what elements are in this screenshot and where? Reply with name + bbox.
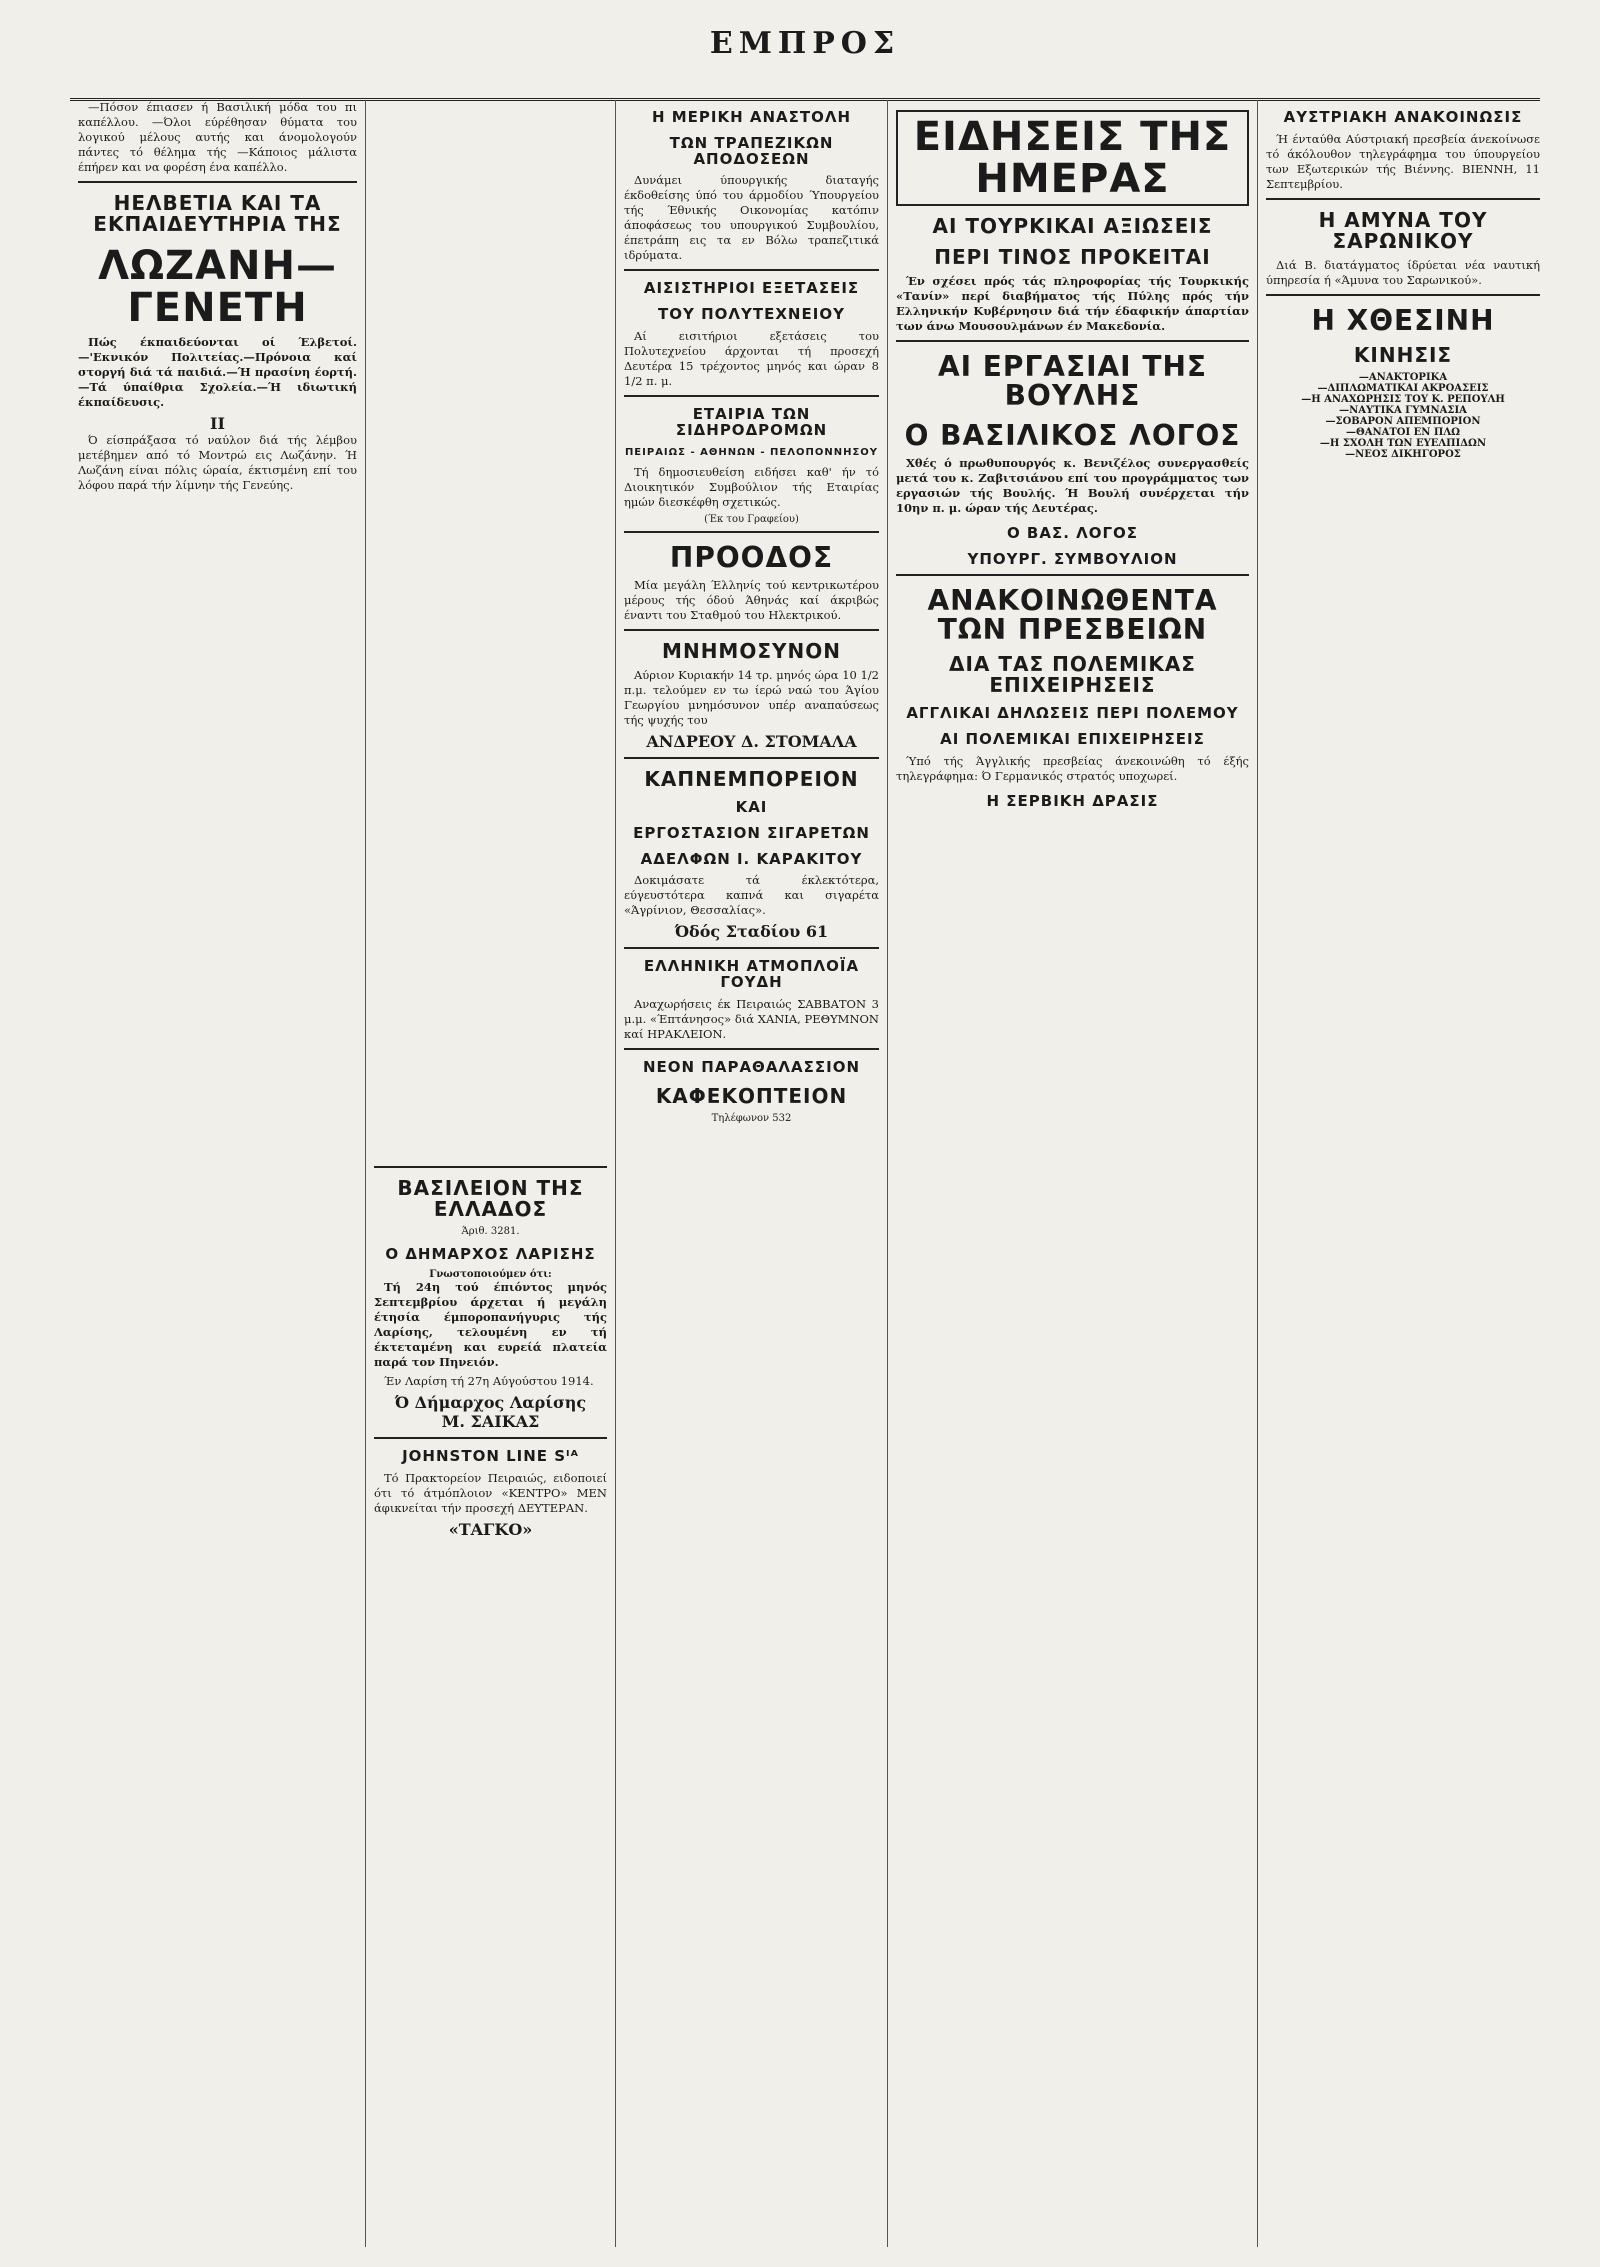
ad-body: Δοκιμάσατε τά έκλεκτότερα, εύγευστότερα καπνά και σιγαρέτα «Άγρίνιον, Θεσσαλίας».	[624, 873, 879, 918]
divider	[624, 269, 879, 271]
article-headline: ΑΝΑΚΟΙΝΩΘΕΝΤΑ ΤΩΝ ΠΡΕΣΒΕΙΩΝ	[927, 583, 1218, 647]
article-subhead: Πώς έκπαιδεύονται οί Έλβετοί.—'Εκνικόν Πολιτείας.—Πρόνοια καί στοργή διά τά παιδιά.—Ή πρασίνη έορτή.—Τά ύπαίθρια Σχολεία.—Ή ιδιωτική έκπαίδευσις.	[78, 335, 357, 409]
article-headline: ΑΥΣΤΡΙΑΚΗ ΑΝΑΚΟΙΝΩΣΙΣ	[1283, 108, 1523, 126]
notice-number: Άριθ. 3281.	[461, 1226, 520, 1237]
article-body: Χθές ό πρωθυπουργός κ. Βενιζέλος συνεργασθείς μετά του κ. Ζαβιτσιάνου επί του προγράμματος των εργασιών τής Βουλής. Ή Βουλή συνέρχεται τήν 10ην π. μ. ώραν τής Δευτέρας.	[896, 456, 1249, 516]
article-headline-main: ΛΩΖΑΝΗ—ΓΕΝΕΤΗ	[98, 243, 337, 331]
news-item-title: —Η ΑΝΑΧΩΡΗΣΙΣ ΤΟΥ Κ. ΡΕΠΟΥΛΗ	[1301, 394, 1505, 406]
article-headline: ΗΕΛΒΕΤΙΑ ΚΑΙ ΤΑ ΕΚΠΑΙΔΕΥΤΗΡΙΑ ΤΗΣ	[93, 191, 342, 236]
notice-signature-name: Μ. ΣΑΙΚΑΣ	[441, 1411, 540, 1431]
ad-headline-2: ΕΡΓΟΣΤΑΣΙΟΝ ΣΙΓΑΡΕΤΩΝ	[633, 823, 870, 842]
divider	[374, 1166, 607, 1168]
article-body: Έν σχέσει πρός τάς πληροφορίας τής Τουρκικής «Τανίν» περί διαβήματος τής Πύλης πρός τήν Ελληνικήν Κυβέρνησιν διά τήν έδαφικήν άπαρτίαν των άνω Μουσουλμάνων έν Μακεδονία.	[896, 274, 1249, 333]
deceased-name: ΑΝΔΡΕΟΥ Δ. ΣΤΟΜΑΛΑ	[646, 732, 857, 752]
divider	[374, 1437, 607, 1439]
article-headline: ΑΙΣΙΣΤΗΡΙΟΙ ΕΞΕΤΑΣΕΙΣ	[643, 279, 860, 298]
news-item-title: —Η ΣΧΟΛΗ ΤΩΝ ΕΥΕΛΠΙΔΩΝ	[1319, 438, 1487, 450]
news-item-title: —ΝΑΥΤΙΚΑ ΓΥΜΝΑΣΙΑ	[1339, 405, 1467, 417]
source-credit: (Έκ του Γραφείου)	[704, 513, 799, 525]
ad-headline: ΕΛΛΗΝΙΚΗ ΑΤΜΟΠΛΟΪΑ ΓΟΥΔΗ	[643, 957, 860, 992]
ad-headline-2: ΚΑΦΕΚΟΠΤΕΙΟΝ	[655, 1083, 848, 1108]
divider	[624, 531, 879, 533]
news-banner: ΕΙΔΗΣΕΙΣ ΤΗΣ ΗΜΕΡΑΣ	[896, 110, 1249, 206]
ship-name: «ΤΑΓΚΟ»	[448, 1519, 533, 1539]
article-body: Διά Β. διατάγματος ίδρύεται νέα ναυτική ύπηρεσία ή «Άμυνα του Σαρωνικού».	[1266, 257, 1540, 287]
column-3	[616, 100, 888, 2247]
article-body: Αύριον Κυριακήν 14 τρ. μηνός ώρα 10 1/2 π.μ. τελούμεν εν τω ίερώ ναώ του Άγίου Γεωργίου μνημόσυνον υπέρ αναπαύσεως τής ψυχής του	[624, 668, 879, 728]
notice-signature-title: Ό Δήμαρχος Λαρίσης	[394, 1392, 587, 1412]
column-2-upper	[374, 100, 607, 1160]
section-headline: Η ΧΘΕΣΙΝΗ	[1311, 303, 1495, 337]
article-body: Μία μεγάλη Έλληνίς τού κεντρικωτέρου μέρους τής όδού Άθηνάς καί άκριβώς έναντι του Σταθμού του Ηλεκτρικού.	[624, 578, 879, 623]
masthead	[70, 18, 1540, 101]
newspaper-title: ΕΜΠΡΟΣ	[709, 26, 901, 61]
column-5	[1258, 100, 1548, 2247]
section-headline-2: ΚΙΝΗΣΙΣ	[1353, 343, 1453, 368]
ad-body: Αναχωρήσεις έκ Πειραιώς ΣΑΒΒΑΤΟΝ 3 μ.μ. «Έπτάνησος» διά ΧΑΝΙΑ, ΡΕΘΥΜΝΟΝ καί ΗΡΑΚΛΕΙΟΝ.	[624, 996, 879, 1041]
article-headline: Η ΑΜΥΝΑ ΤΟΥ ΣΑΡΩΝΙΚΟΥ	[1318, 207, 1488, 253]
article-subheadline: Ο ΒΑΣΙΛΙΚΟΣ ΛΟΓΟΣ	[904, 418, 1241, 452]
article-headline: Η ΜΕΡΙΚΗ ΑΝΑΣΤΟΛΗ	[651, 108, 852, 126]
column-1	[70, 100, 366, 2247]
article-headline-2: ΤΩΝ ΤΡΑΠΕΖΙΚΩΝ ΑΠΟΔΟΣΕΩΝ	[669, 133, 834, 168]
article-headline: ΑΙ ΤΟΥΡΚΙΚΑΙ ΑΞΙΩΣΕΙΣ	[932, 214, 1213, 238]
article-subheadline: ΔΙΑ ΤΑΣ ΠΟΛΕΜΙΚΑΣ ΕΠΙΧΕΙΡΗΣΕΙΣ	[949, 652, 1196, 698]
article-subsection: ΑΙ ΠΟΛΕΜΙΚΑΙ ΕΠΙΧΕΙΡΗΣΕΙΣ	[940, 730, 1205, 749]
article-headline: ΜΝΗΜΟΣΥΝΟΝ	[662, 639, 841, 664]
divider	[78, 181, 357, 183]
ad-headline: ΚΑΠΝΕΜΠΟΡΕΙΟΝ	[644, 767, 859, 792]
ad-headline: ΝΕΟΝ ΠΑΡΑΘΑΛΑΣΣΙΟΝ	[642, 1057, 861, 1076]
section-number: II	[210, 414, 225, 433]
divider	[624, 947, 879, 949]
divider	[624, 1048, 879, 1050]
article-headline-2: ΠΕΙΡΑΙΩΣ - ΑΘΗΝΩΝ - ΠΕΛΟΠΟΝΝΗΣΟΥ	[624, 447, 879, 459]
divider	[624, 757, 879, 759]
notice-headline: ΒΑΣΙΛΕΙΟΝ ΤΗΣ ΕΛΛΑΔΟΣ	[397, 1176, 584, 1221]
divider	[624, 629, 879, 631]
news-item-title: —ΔΙΠΛΩΜΑΤΙΚΑΙ ΑΚΡΟΑΣΕΙΣ	[1317, 383, 1489, 395]
article-subsection: Ο ΒΑΣ. ΛΟΓΟΣ	[1006, 524, 1139, 543]
news-item-title: —ΣΟΒΑΡΟΝ ΑΠΕΜΠΟΡΙΟΝ	[1325, 416, 1481, 428]
article-subsection: Η ΣΕΡΒΙΚΗ ΔΡΑΣΙΣ	[986, 791, 1159, 810]
lead-paragraph: —Πόσον έπιασεν ή Βασιλική μόδα του πι καπέλλου. —Όλοι εύρέθησαν θύματα του λογικού μέλους αυτής και άνομολογούν πάντες τό θέλημα τής —Κάποιος μάλιστα έπήρεν και να φορέση ένα καπέλλο.	[78, 100, 357, 174]
column-2	[366, 100, 616, 2247]
shipping-body: Τό Πρακτορείον Πειραιώς, ειδοποιεί ότι τό άτμόπλοιον «ΚΕΝΤΡΟ» ΜΕΝ άφικνείται τήν προσεχή ΔΕΥΤΕΡΑΝ.	[374, 1470, 607, 1515]
news-item-title: —ΑΝΑΚΤΟΡΙΚΑ	[1358, 372, 1448, 384]
article-body: Ύπό τής Άγγλικής πρεσβείας άνεκοινώθη τό έξής τηλεγράφημα: Ό Γερμανικός στρατός υποχωρεί.	[896, 753, 1249, 783]
news-item-title: —ΝΕΟΣ ΔΙΚΗΓΟΡΟΣ	[1345, 449, 1461, 461]
article-body: Ή ένταύθα Αύστριακή πρεσβεία άνεκοίνωσε τό άκόλουθον τηλεγράφημα του ύπουργείου των Εξωτερικών τής Βιέννης. ΒΙΕΝΝΗ, 11 Σεπτεμβρίου.	[1266, 131, 1540, 191]
article-body: Αί εισιτήριοι εξετάσεις του Πολυτεχνείου άρχονται τή προσεχή Δευτέρα 15 τρέχοντος μηνός και ώραν 8 1/2 π. μ.	[624, 328, 879, 388]
notice-subtitle: Γνωστοποιούμεν ότι:	[429, 1268, 552, 1280]
divider	[1266, 294, 1540, 296]
notice-body: Τή 24η τού έπιόντος μηνός Σεπτεμβρίου άρχεται ή μεγάλη έτησία έμποροπανήγυρις τής Λαρίσης, τελουμένη εν τή έκτεταμένη και ευρείά πλατεία παρά τον Πηνειόν.	[374, 1279, 607, 1369]
notice-date: Έν Λαρίση τή 27η Αύγούστου 1914.	[384, 1373, 594, 1388]
column-4	[888, 100, 1258, 2247]
divider	[1266, 198, 1540, 200]
article-headline: ΑΙ ΕΡΓΑΣΙΑΙ ΤΗΣ ΒΟΥΛΗΣ	[937, 350, 1208, 413]
article-body: Ό είσπράξασα τό ναύλον διά τής λέμβου μετέβημεν από τό Μοντρώ εις Λωζάνην. Ή Λωζάνη είναι πόλις ώραία, έκτισμένη επί του λόφου παρά τήν λίμνην τής Γενεύης.	[78, 433, 357, 492]
article-subheadline: ΠΕΡΙ ΤΙΝΟΣ ΠΡΟΚΕΙΤΑΙ	[934, 245, 1211, 269]
divider	[896, 340, 1249, 342]
ad-phone: Τηλέφωνον 532	[711, 1112, 792, 1124]
article-headline-2: ΤΟΥ ΠΟΛΥΤΕΧΝΕΙΟΥ	[658, 305, 845, 323]
ad-address: Όδός Σταδίου 61	[674, 922, 829, 942]
divider	[896, 574, 1249, 576]
divider	[624, 395, 879, 397]
article-headline: ΕΤΑΙΡΙΑ ΤΩΝ ΣΙΔΗΡΟΔΡΟΜΩΝ	[675, 404, 828, 439]
notice-title: Ο ΔΗΜΑΡΧΟΣ ΛΑΡΙΣΗΣ	[385, 1245, 596, 1263]
article-subsection: ΥΠΟΥΡΓ. ΣΥΜΒΟΥΛΙΟΝ	[967, 549, 1178, 568]
shipping-headline: JOHNSTON LINE Sᴵᴬ	[402, 1446, 579, 1465]
ad-headline-3: ΑΔΕΛΦΩΝ Ι. ΚΑΡΑΚΙΤΟΥ	[640, 849, 863, 868]
news-item-title: —ΘΑΝΑΤΟΙ ΕΝ ΠΛΩ	[1345, 427, 1461, 439]
article-headline: ΠΡΟΟΔΟΣ	[669, 540, 834, 574]
ad-headline-and: ΚΑΙ	[735, 798, 768, 817]
article-body: Τή δημοσιευθείση ειδήσει καθ' ήν τό Διοικητικόν Συμβούλιον τής Εταιρίας ημών διεσκέφθη σχετικώς.	[624, 464, 879, 509]
article-body: Δυνάμει ύπουργικής διαταγής έκδοθείσης ύπό του άρμοδίου Ύπουργείου τής Έθνικής Οικονομίας κατόπιν άποφάσεως του υπουργικού Συμβουλίου, έπετράπη εις τα εν Βόλω τραπεζιτικά ιδρύματα.	[624, 173, 879, 263]
article-subheadline-2: ΑΓΓΛΙΚΑΙ ΔΗΛΩΣΕΙΣ ΠΕΡΙ ΠΟΛΕΜΟΥ	[906, 704, 1239, 723]
